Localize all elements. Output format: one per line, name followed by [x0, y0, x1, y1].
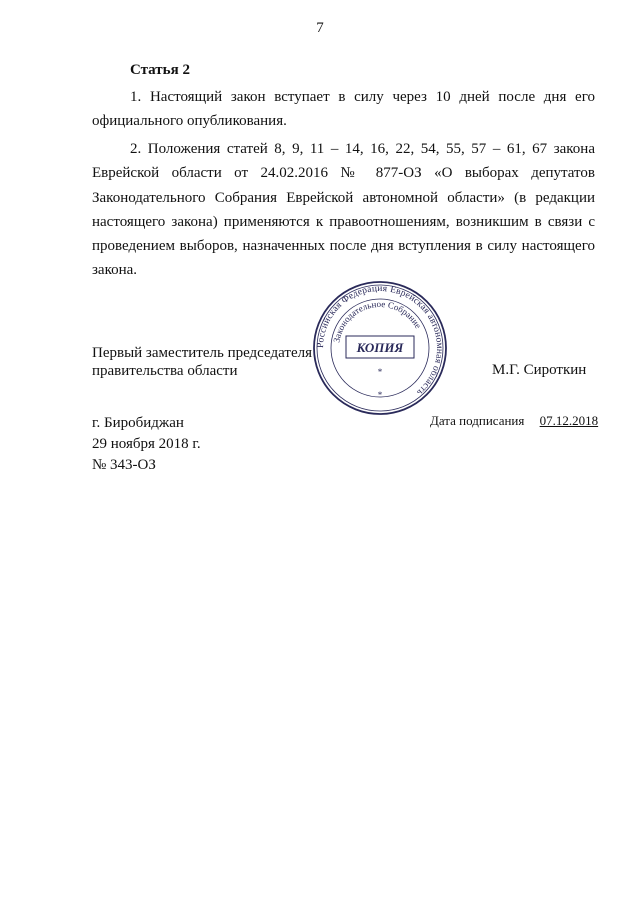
signer-position-line-2: правительства области	[92, 363, 238, 379]
signing-date-label: Дата подписания	[430, 413, 525, 428]
signing-date-block	[430, 413, 598, 429]
paragraph-2-block	[92, 137, 595, 283]
stamp-inner-text: Законодательное Собрание	[331, 298, 424, 344]
copy-stamp	[312, 280, 448, 416]
city: г. Биробиджан	[92, 415, 184, 431]
stamp-star-icon: *	[377, 390, 383, 400]
signing-date-value: 07.12.2018	[539, 413, 599, 428]
law-number: № 343-ОЗ	[92, 457, 156, 473]
paragraph-1-block	[92, 85, 595, 134]
stamp-center-text: КОПИЯ	[356, 340, 404, 355]
law-date: 29 ноября 2018 г.	[92, 436, 201, 452]
article-title: Статья 2	[130, 62, 190, 78]
stamp-star-icon: *	[377, 367, 383, 377]
paragraph-2: 2. Положения статей 8, 9, 11 – 14, 16, 22, 54, 55, 57 – 61, 67 закона Еврейской области от 24.02.2016 № 877-ОЗ «О выборах депутатов Законодательного Собрания Еврейской автономной области» (в редакции настоящего закона) применяются к правоотношениям, возникшим в связи с проведением выборов, назначенных после дня вступления в силу настоящего закона.	[92, 141, 595, 279]
signer-name: М.Г. Сироткин	[492, 362, 587, 378]
place-date-number	[92, 413, 201, 476]
stamp-outer-text: Российская Федерация Еврейская автономная область	[315, 283, 445, 398]
page-number: 7	[316, 20, 324, 36]
signer-position-line-1: Первый заместитель председателя	[92, 345, 312, 361]
paragraph-1: 1. Настоящий закон вступает в силу через 10 дней после дня его официального опубликования.	[92, 89, 595, 130]
signer-position	[92, 344, 312, 380]
